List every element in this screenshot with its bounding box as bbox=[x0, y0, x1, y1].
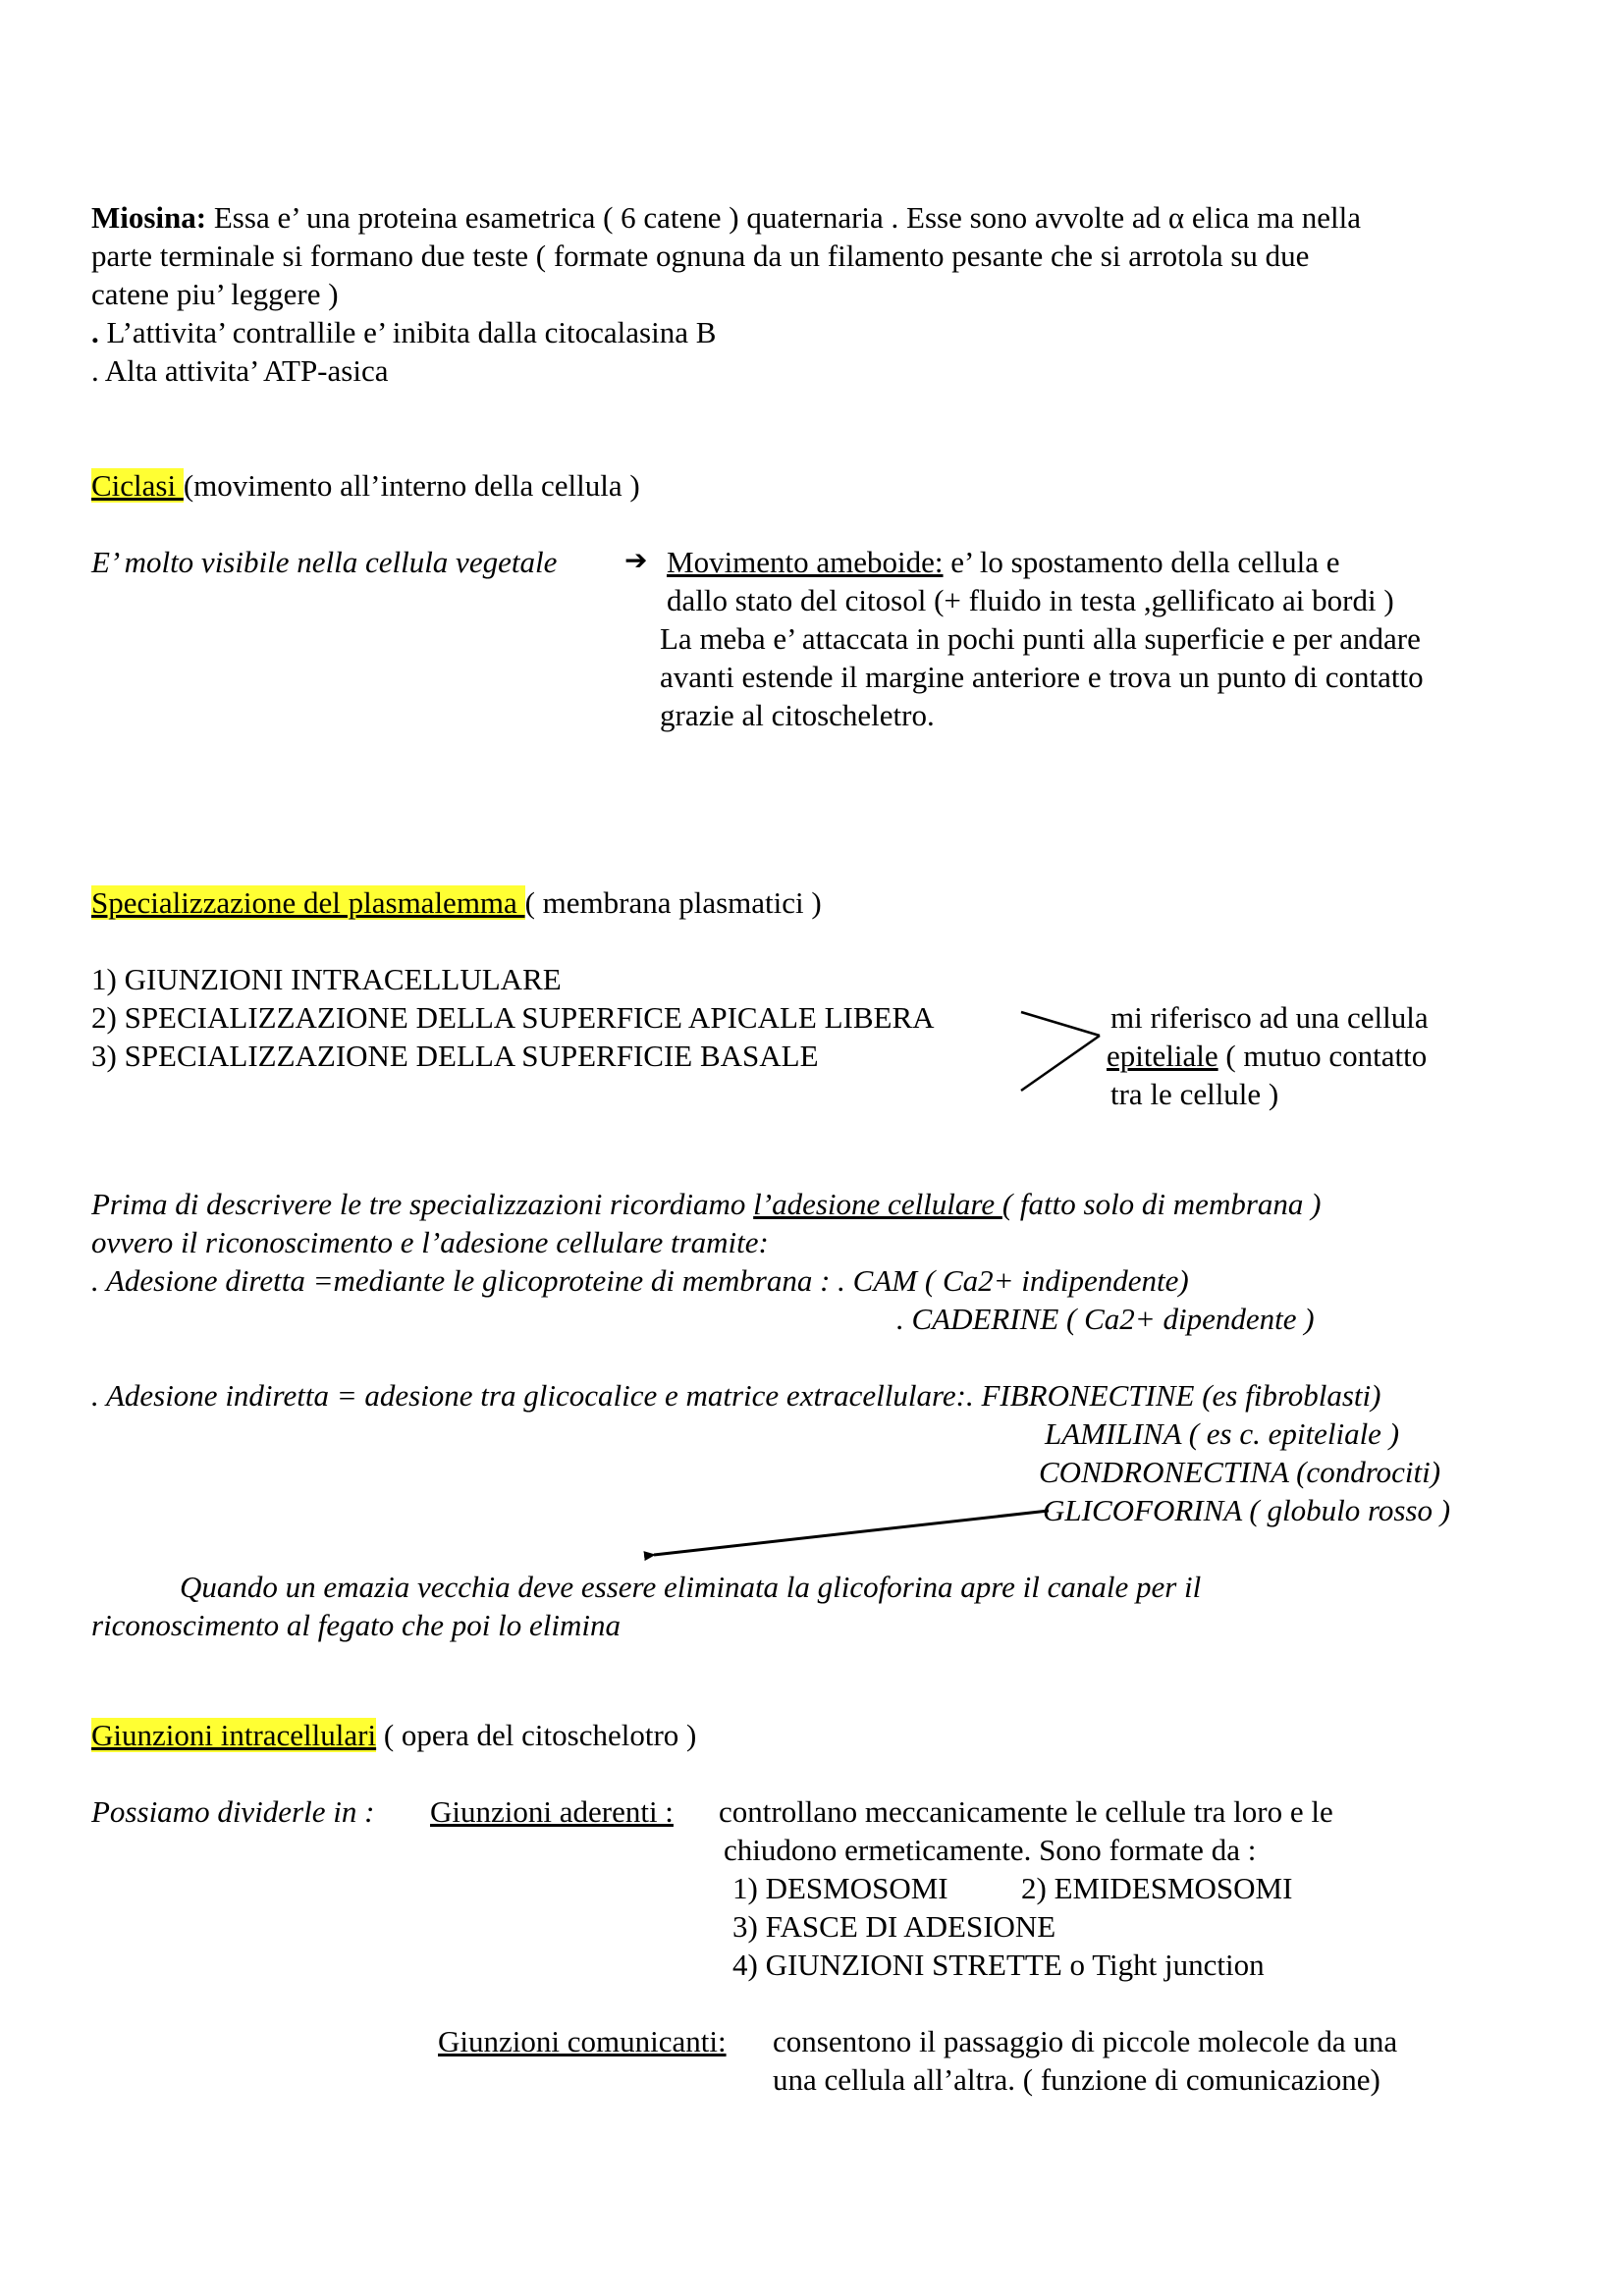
amoeboid-label: Movimento ameboide: bbox=[667, 545, 944, 579]
list-item: 3) FASCE DI ADESIONE bbox=[732, 1909, 1056, 1944]
adesione-intro-a: Prima di descrivere le tre specializzazioni ricordiamo bbox=[91, 1187, 754, 1221]
amoeboid-line-2: dallo stato del citosol (+ fluido in testa ,gellificato ai bordi ) bbox=[667, 583, 1394, 617]
adesione-intro-b: ( fatto solo di membrana ) bbox=[1001, 1187, 1322, 1221]
adesione-caderine: . CADERINE ( Ca2+ dipendente ) bbox=[896, 1302, 1315, 1336]
epiteliale-term: epiteliale bbox=[1107, 1039, 1218, 1073]
miosina-text: Essa e’ una proteina esametrica ( 6 catene ) quaternaria . Esse sono avvolte ad α elica ma nella bbox=[206, 200, 1362, 235]
list-item: 4) GIUNZIONI STRETTE o Tight junction bbox=[732, 1948, 1265, 1982]
list-item: 3) SPECIALIZZAZIONE DELLA SUPERFICIE BASALE bbox=[91, 1039, 819, 1073]
comunicanti-line-1: consentono il passaggio di piccole molecole da una bbox=[773, 2024, 1398, 2058]
side-note-rest: ( mutuo contatto bbox=[1217, 1039, 1428, 1073]
adesione-glicoforina: GLICOFORINA ( globulo rosso ) bbox=[1043, 1493, 1451, 1527]
adesione-intro-line-2: ovvero il riconoscimento e l’adesione cellulare tramite: bbox=[91, 1225, 769, 1259]
specializzazione-note: ( membrana plasmatici ) bbox=[524, 885, 822, 920]
miosina-heading: Miosina: bbox=[91, 200, 207, 235]
giunzioni-heading: Giunzioni intracellulari bbox=[91, 1718, 377, 1752]
glicoforina-arrow bbox=[654, 1511, 1049, 1555]
ciclasi-heading: Ciclasi bbox=[91, 468, 184, 503]
side-note-line-1: mi riferisco ad una cellula bbox=[1110, 1000, 1429, 1035]
glicoforina-note-line-2: riconoscimento al fegato che poi lo elimina bbox=[91, 1608, 621, 1642]
specializzazione-heading: Specializzazione del plasmalemma bbox=[91, 885, 525, 920]
amoeboid-line-4: avanti estende il margine anteriore e trova un punto di contatto bbox=[660, 660, 1424, 694]
aderenti-line-1: controllano meccanicamente le cellule tra loro e le bbox=[719, 1794, 1333, 1829]
side-note-line-3: tra le cellule ) bbox=[1110, 1077, 1279, 1111]
glicoforina-note-line-1: Quando un emazia vecchia deve essere eliminata la glicoforina apre il canale per il bbox=[180, 1570, 1202, 1604]
adesione-indiretta: . Adesione indiretta = adesione tra glicocalice e matrice extracellulare:. FIBRONECTINE (es fibroblasti) bbox=[91, 1378, 1381, 1413]
giunzioni-note: ( opera del citoschelotro ) bbox=[376, 1718, 697, 1752]
right-arrow-icon: ➔ bbox=[624, 544, 648, 576]
bracket-lower-line bbox=[1021, 1036, 1100, 1091]
amoeboid-text: e’ lo spostamento della cellula e bbox=[943, 545, 1340, 579]
adesione-lamilina: LAMILINA ( es c. epiteliale ) bbox=[1045, 1416, 1400, 1451]
comunicanti-label: Giunzioni comunicanti: bbox=[438, 2024, 727, 2058]
adesione-term: l’adesione cellulare bbox=[753, 1187, 1002, 1221]
aderenti-line-2: chiudono ermeticamente. Sono formate da : bbox=[724, 1833, 1257, 1867]
ciclasi-left-text: E’ molto visibile nella cellula vegetale bbox=[91, 545, 558, 579]
list-item: 1) DESMOSOMI bbox=[732, 1871, 948, 1905]
adesione-condronectina: CONDRONECTINA (condrociti) bbox=[1039, 1455, 1441, 1489]
adesione-diretta: . Adesione diretta =mediante le glicoproteine di membrana : . CAM ( Ca2+ indipendente) bbox=[91, 1263, 1189, 1298]
ciclasi-note: (movimento all’interno della cellula ) bbox=[183, 468, 640, 503]
aderenti-label: Giunzioni aderenti : bbox=[430, 1794, 674, 1829]
list-item: 2) SPECIALIZZAZIONE DELLA SUPERFICE APICALE LIBERA bbox=[91, 1000, 935, 1035]
bracket-upper-line bbox=[1021, 1012, 1100, 1036]
bullet-mark: . bbox=[91, 315, 99, 349]
miosina-line-3: catene piu’ leggere ) bbox=[91, 277, 339, 311]
amoeboid-line-3: La meba e’ attaccata in pochi punti alla superficie e per andare bbox=[660, 621, 1421, 656]
list-item: 2) EMIDESMOSOMI bbox=[1021, 1871, 1293, 1905]
comunicanti-line-2: una cellula all’altra. ( funzione di comunicazione) bbox=[773, 2062, 1380, 2097]
giunzioni-divide-label: Possiamo dividerle in : bbox=[91, 1794, 375, 1829]
miosina-bullet-2: . Alta attivita’ ATP-asica bbox=[91, 353, 389, 388]
miosina-line-2: parte terminale si formano due teste ( formate ognuna da un filamento pesante che si arrotola su due bbox=[91, 239, 1310, 273]
amoeboid-line-5: grazie al citoscheletro. bbox=[660, 698, 935, 732]
bullet-text: L’attivita’ contrallile e’ inibita dalla citocalasina B bbox=[98, 315, 717, 349]
list-item: 1) GIUNZIONI INTRACELLULARE bbox=[91, 962, 562, 996]
